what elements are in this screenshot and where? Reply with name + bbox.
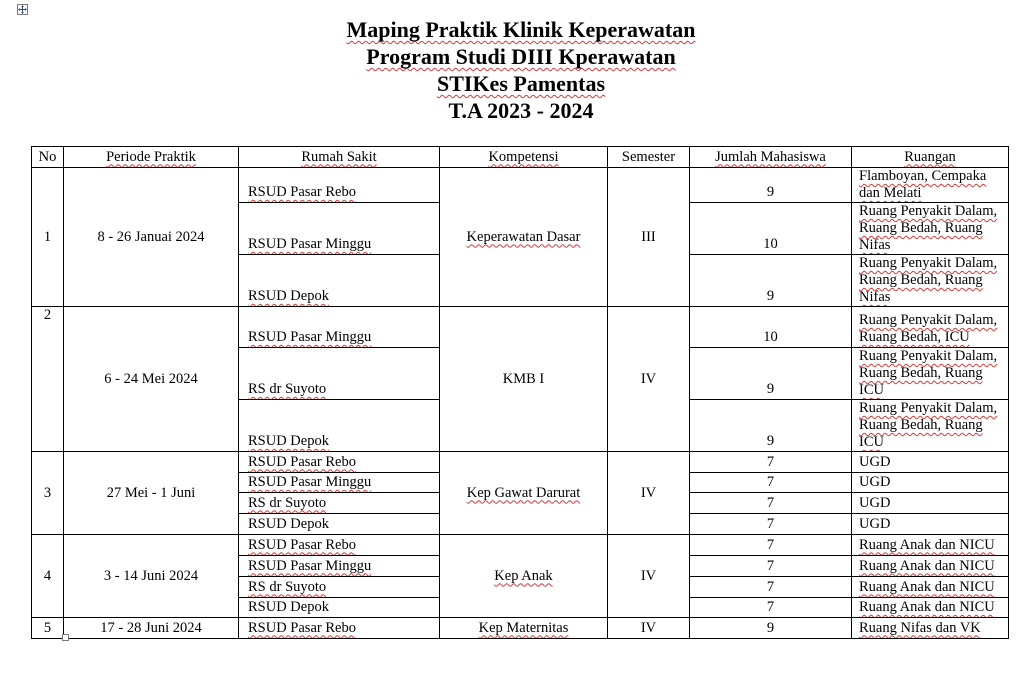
cell-ruangan: UGD bbox=[852, 473, 1009, 493]
cell-jumlah: 9 bbox=[690, 255, 852, 307]
title-line-1: Maping Praktik Klinik Keperawatan bbox=[346, 17, 696, 42]
cell-no: 2 bbox=[32, 307, 64, 452]
cell-jumlah: 7 bbox=[690, 514, 852, 535]
table-resize-handle-icon[interactable] bbox=[62, 634, 69, 641]
cell-rumah-sakit: RSUD Pasar Minggu bbox=[239, 556, 440, 577]
cell-jumlah: 10 bbox=[690, 307, 852, 348]
header-ruangan: Ruangan bbox=[852, 147, 1009, 168]
cell-ruangan: Ruang Nifas dan VK bbox=[852, 618, 1009, 639]
cell-no: 1 bbox=[32, 168, 64, 307]
table-row bbox=[32, 535, 1009, 556]
cell-rumah-sakit: RSUD Depok bbox=[239, 514, 440, 535]
cell-rumah-sakit: RSUD Depok bbox=[239, 255, 440, 307]
cell-jumlah: 7 bbox=[690, 598, 852, 618]
cell-jumlah: 7 bbox=[690, 556, 852, 577]
cell-ruangan: Ruang Penyakit Dalam, Ruang Bedah, Ruang ICU bbox=[852, 348, 1009, 400]
cell-jumlah: 10 bbox=[690, 203, 852, 255]
cell-periode: 8 - 26 Januai 2024 bbox=[64, 168, 239, 307]
header-semester: Semester bbox=[608, 147, 690, 168]
cell-no: 4 bbox=[32, 535, 64, 618]
mapping-table bbox=[31, 146, 1009, 639]
cell-kompetensi: Kep Anak bbox=[440, 535, 608, 618]
cell-jumlah: 9 bbox=[690, 618, 852, 639]
cell-ruangan: Ruang Anak dan NICU bbox=[852, 556, 1009, 577]
title-line-3: STIKes Pamentas bbox=[436, 71, 606, 96]
cell-kompetensi: Kep Maternitas bbox=[440, 618, 608, 639]
cell-rumah-sakit: RSUD Pasar Rebo bbox=[239, 168, 440, 203]
cell-kompetensi: Keperawatan Dasar bbox=[440, 168, 608, 307]
cell-rumah-sakit: RSUD Pasar Minggu bbox=[239, 473, 440, 493]
cell-rumah-sakit: RSUD Pasar Rebo bbox=[239, 618, 440, 639]
cell-ruangan: Flamboyan, Cempaka dan Melati bbox=[852, 168, 1009, 203]
cell-rumah-sakit: RS dr Suyoto bbox=[239, 493, 440, 514]
cell-periode: 17 - 28 Juni 2024 bbox=[64, 618, 239, 639]
table-move-handle-icon[interactable] bbox=[17, 4, 28, 15]
cell-semester: III bbox=[608, 168, 690, 307]
cell-jumlah: 9 bbox=[690, 168, 852, 203]
cell-ruangan: Ruang Penyakit Dalam, Ruang Bedah, Ruang Nifas bbox=[852, 255, 1009, 307]
cell-ruangan: Ruang Penyakit Dalam, Ruang Bedah, Ruang ICU bbox=[852, 400, 1009, 452]
title-line-4: T.A 2023 - 2024 bbox=[448, 98, 594, 123]
cell-jumlah: 9 bbox=[690, 348, 852, 400]
cell-rumah-sakit: RS dr Suyoto bbox=[239, 348, 440, 400]
header-periode: Periode Praktik bbox=[64, 147, 239, 168]
table-row bbox=[32, 452, 1009, 473]
header-no: No bbox=[32, 147, 64, 168]
cell-ruangan: Ruang Anak dan NICU bbox=[852, 598, 1009, 618]
cell-rumah-sakit: RSUD Depok bbox=[239, 400, 440, 452]
cell-ruangan: Ruang Penyakit Dalam, Ruang Bedah, Ruang Nifas bbox=[852, 203, 1009, 255]
cell-rumah-sakit: RSUD Depok bbox=[239, 598, 440, 618]
cell-ruangan: UGD bbox=[852, 452, 1009, 473]
cell-no: 3 bbox=[32, 452, 64, 535]
cell-ruangan: Ruang Anak dan NICU bbox=[852, 535, 1009, 556]
cell-no: 5 bbox=[32, 618, 64, 639]
table-row bbox=[32, 168, 1009, 203]
cell-periode: 6 - 24 Mei 2024 bbox=[64, 307, 239, 452]
table-row bbox=[32, 307, 1009, 348]
cell-ruangan: UGD bbox=[852, 493, 1009, 514]
cell-jumlah: 7 bbox=[690, 577, 852, 598]
cell-kompetensi: Kep Gawat Darurat bbox=[440, 452, 608, 535]
header-kompetensi: Kompetensi bbox=[440, 147, 608, 168]
header-rumah-sakit: Rumah Sakit bbox=[239, 147, 440, 168]
cell-rumah-sakit: RSUD Pasar Minggu bbox=[239, 307, 440, 348]
document-title-block bbox=[0, 16, 1032, 124]
cell-jumlah: 7 bbox=[690, 535, 852, 556]
cell-jumlah: 7 bbox=[690, 493, 852, 514]
cell-ruangan: Ruang Penyakit Dalam, Ruang Bedah, ICU bbox=[852, 307, 1009, 348]
cell-periode: 3 - 14 Juni 2024 bbox=[64, 535, 239, 618]
cell-semester: IV bbox=[608, 618, 690, 639]
cell-ruangan: UGD bbox=[852, 514, 1009, 535]
cell-jumlah: 7 bbox=[690, 473, 852, 493]
table-header-row bbox=[32, 147, 1009, 168]
table-row bbox=[32, 618, 1009, 639]
cell-semester: IV bbox=[608, 307, 690, 452]
cell-semester: IV bbox=[608, 452, 690, 535]
cell-periode: 27 Mei - 1 Juni bbox=[64, 452, 239, 535]
cell-rumah-sakit: RSUD Pasar Rebo bbox=[239, 535, 440, 556]
cell-rumah-sakit: RSUD Pasar Minggu bbox=[239, 203, 440, 255]
title-line-2: Program Studi DIII Kperawatan bbox=[366, 44, 676, 69]
cell-rumah-sakit: RS dr Suyoto bbox=[239, 577, 440, 598]
header-jumlah: Jumlah Mahasiswa bbox=[690, 147, 852, 168]
cell-semester: IV bbox=[608, 535, 690, 618]
cell-ruangan: Ruang Anak dan NICU bbox=[852, 577, 1009, 598]
cell-rumah-sakit: RSUD Pasar Rebo bbox=[239, 452, 440, 473]
cell-jumlah: 9 bbox=[690, 400, 852, 452]
cell-kompetensi: KMB I bbox=[440, 307, 608, 452]
cell-jumlah: 7 bbox=[690, 452, 852, 473]
